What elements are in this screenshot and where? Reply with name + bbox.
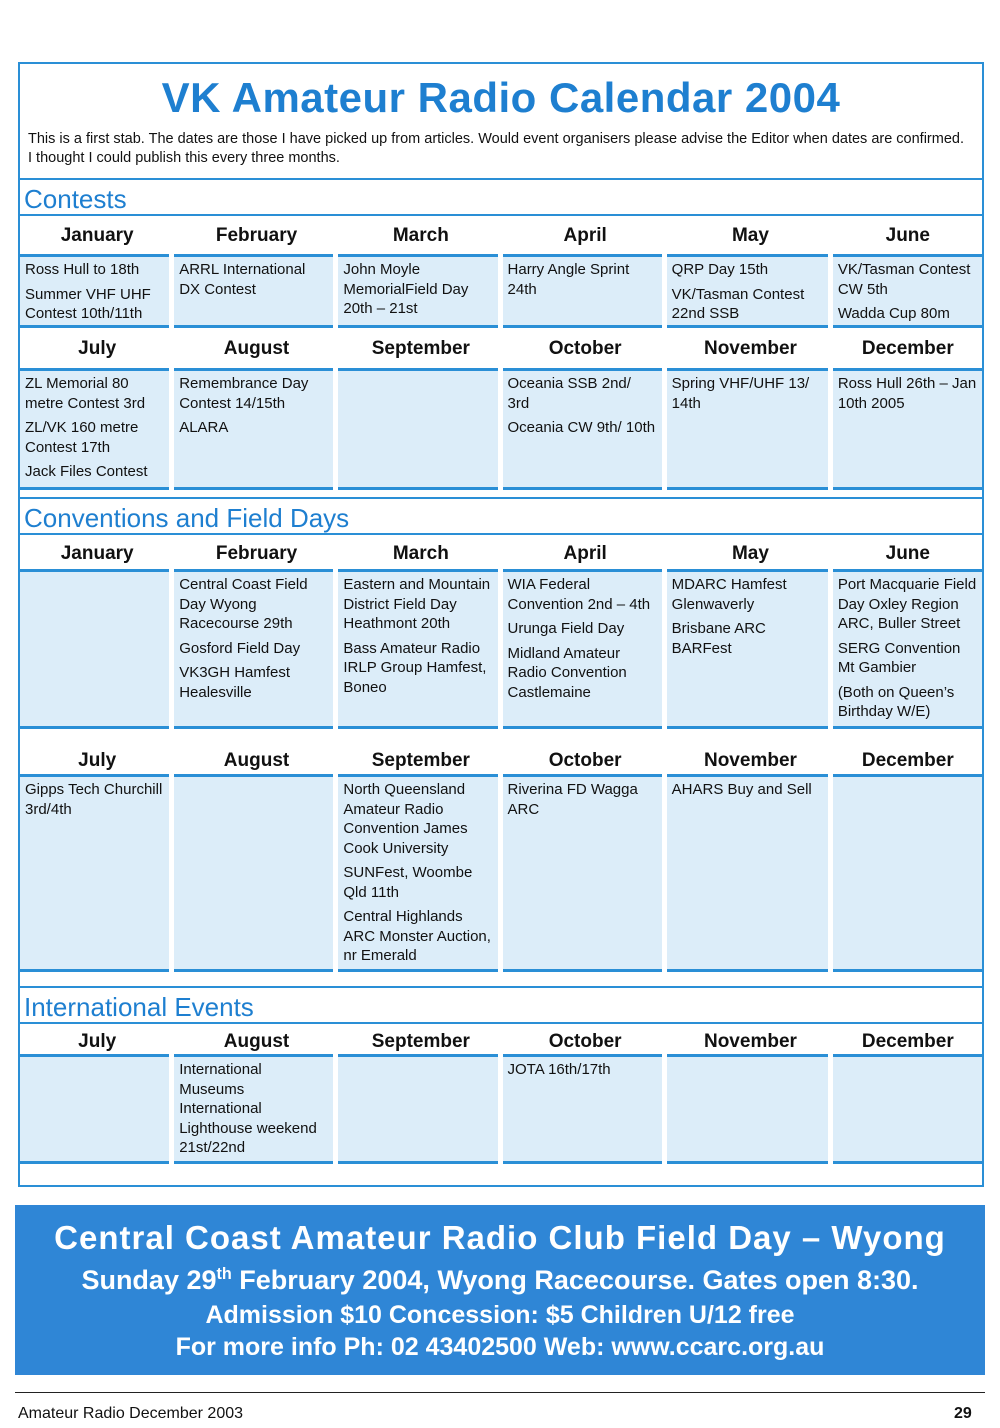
event-entry: (Both on Queen’s Birthday W/E): [837, 683, 955, 720]
contests-months-row1: [20, 218, 982, 256]
month-header: March: [339, 536, 503, 574]
calendar-cell: [833, 254, 982, 328]
event-entry: AHARS Buy and Sell: [671, 781, 812, 798]
event-entry: MDARC Hamfest Glenwaverly: [671, 576, 787, 613]
month-header: August: [174, 1024, 338, 1062]
calendar-cell: [667, 1054, 828, 1164]
event-entry: Port Macquarie Field Day Oxley Region ARC, Buller Street: [837, 576, 977, 632]
banner-line2-rest: February 2004, Wyong Racecourse. Gates open 8:30.: [231, 1265, 919, 1295]
event-entry: Gosford Field Day: [179, 639, 301, 657]
calendar-frame: [18, 62, 984, 1187]
month-header: October: [503, 743, 667, 781]
month-header: August: [174, 743, 338, 781]
event-entry: Oceania SSB 2nd/ 3rd: [507, 375, 631, 412]
contests-section-header: [20, 178, 982, 216]
calendar-cell: [833, 368, 982, 490]
event-entry: SUNFest, Woombe Qld 11th: [343, 864, 473, 901]
month-header: April: [503, 218, 667, 256]
event-entry: Central Coast Field Day Wyong Racecourse 29th: [179, 576, 308, 632]
month-header: May: [667, 218, 833, 256]
calendar-cell: [20, 368, 169, 490]
calendar-cell: [338, 569, 497, 729]
conventions-cells-row2: [20, 774, 982, 972]
calendar-cell: [174, 368, 333, 490]
calendar-cell: [174, 254, 333, 328]
month-header: December: [834, 331, 982, 369]
conventions-heading: Conventions and Field Days: [24, 503, 350, 533]
event-entry: Ross Hull to 18th: [25, 261, 140, 278]
month-header: June: [834, 218, 982, 256]
calendar-cell: [667, 774, 828, 972]
international-cells-row: [20, 1054, 982, 1164]
calendar-cell: [20, 1054, 169, 1164]
month-header: July: [20, 743, 174, 781]
contests-cells-row2: [20, 368, 982, 490]
event-entry: JOTA 16th/17th: [507, 1061, 611, 1078]
month-header: October: [503, 1024, 667, 1062]
event-entry: International Museums International Lighthouse weekend 21st/22nd: [179, 1061, 317, 1156]
month-header: July: [20, 331, 174, 369]
calendar-cell: [20, 254, 169, 328]
banner-line4: For more info Ph: 02 43402500 Web: www.ccarc.org.au: [175, 1333, 825, 1361]
event-entry: ALARA: [179, 419, 229, 436]
month-header: January: [20, 218, 174, 256]
event-entry: ARRL International DX Contest: [179, 261, 306, 298]
footer-rule: [15, 1392, 985, 1393]
calendar-cell: [833, 1054, 982, 1164]
event-entry: Brisbane ARC BARFest: [671, 620, 766, 657]
page-title: VK Amateur Radio Calendar 2004: [161, 74, 841, 121]
month-header: August: [174, 331, 338, 369]
calendar-cell: [503, 368, 662, 490]
international-section-header: [20, 986, 982, 1024]
calendar-cell: [174, 569, 333, 729]
event-entry: VK/Tasman Contest CW 5th: [837, 261, 971, 298]
calendar-cell: [174, 774, 333, 972]
month-header: November: [667, 743, 833, 781]
month-header: September: [339, 1024, 503, 1062]
month-header: May: [667, 536, 833, 574]
event-entry: WIA Federal Convention 2nd – 4th: [507, 576, 651, 613]
event-entry: Harry Angle Sprint 24th: [507, 261, 630, 298]
event-entry: Ross Hull 26th – Jan 10th 2005: [837, 375, 977, 412]
banner-line2-sup: th: [216, 1265, 232, 1283]
event-entry: VK/Tasman Contest 22nd SSB: [671, 285, 805, 322]
calendar-cell: [503, 774, 662, 972]
event-entry: Central Highlands ARC Monster Auction, nr Emerald: [343, 908, 491, 964]
month-header: December: [834, 1024, 982, 1062]
event-entry: Jack Files Contest: [25, 463, 148, 480]
event-entry: ZL/VK 160 metre Contest 17th: [25, 419, 139, 456]
calendar-cell: [667, 254, 828, 328]
calendar-cell: [338, 368, 497, 490]
calendar-cell: [20, 774, 169, 972]
event-entry: Urunga Field Day: [507, 620, 625, 637]
calendar-cell: [503, 569, 662, 729]
month-header: February: [174, 218, 338, 256]
month-header: February: [174, 536, 338, 574]
month-header: April: [503, 536, 667, 574]
event-entry: Eastern and Mountain District Field Day Heathmont 20th: [343, 576, 491, 632]
international-heading: International Events: [24, 992, 254, 1022]
banner-line2: [15, 1265, 985, 1296]
intro-text: This is a first stab. The dates are those I have picked up from articles. Would event organisers please advise the Editor when dates are confirmed. I thought I could publish this every three months.: [28, 131, 965, 166]
month-header: June: [834, 536, 982, 574]
calendar-cell: [338, 774, 497, 972]
calendar-cell: [20, 569, 169, 729]
month-header: September: [339, 331, 503, 369]
calendar-cell: [503, 1054, 662, 1164]
contests-cells-row1: [20, 254, 982, 328]
month-header: January: [20, 536, 174, 574]
calendar-cell: [503, 254, 662, 328]
event-entry: ZL Memorial 80 metre Contest 3rd: [25, 375, 146, 412]
conventions-cells-row1: [20, 569, 982, 729]
event-entry: QRP Day 15th: [671, 261, 769, 278]
contests-months-row2: [20, 331, 982, 369]
event-entry: Gipps Tech Churchill 3rd/4th: [25, 781, 163, 818]
footer-page-number: 29: [954, 1405, 972, 1422]
month-header: December: [834, 743, 982, 781]
banner-line3: Admission $10 Concession: $5 Children U/12 free: [205, 1301, 795, 1329]
month-header: October: [503, 331, 667, 369]
event-entry: Oceania CW 9th/ 10th: [507, 419, 656, 436]
calendar-cell: [667, 569, 828, 729]
banner-line1: Central Coast Amateur Radio Club Field Day – Wyong: [54, 1219, 946, 1256]
calendar-cell: [833, 569, 982, 729]
banner-line2-date: Sunday 29: [81, 1265, 217, 1295]
event-entry: Spring VHF/UHF 13/ 14th: [671, 375, 810, 412]
month-header: July: [20, 1024, 174, 1062]
event-entry: Summer VHF UHF Contest 10th/11th: [25, 285, 151, 322]
month-header: November: [667, 1024, 833, 1062]
event-entry: Midland Amateur Radio Convention Castlemaine: [507, 644, 627, 701]
event-entry: VK3GH Hamfest Healesville: [179, 664, 291, 701]
footer-publication: Amateur Radio December 2003: [18, 1405, 244, 1422]
event-entry: North Queensland Amateur Radio Convention James Cook University: [343, 781, 468, 857]
event-entry: SERG Convention Mt Gambier: [837, 639, 961, 676]
calendar-cell: [338, 254, 497, 328]
contests-heading: Contests: [24, 184, 127, 214]
calendar-cell: [174, 1054, 333, 1164]
event-entry: Wadda Cup 80m: [837, 305, 950, 322]
calendar-cell: [667, 368, 828, 490]
conventions-section-header: [20, 497, 982, 535]
event-entry: Riverina FD Wagga ARC: [507, 781, 638, 818]
month-header: March: [339, 218, 503, 256]
event-entry: Remembrance Day Contest 14/15th: [179, 375, 309, 412]
calendar-cell: [833, 774, 982, 972]
month-header: November: [667, 331, 833, 369]
calendar-cell: [338, 1054, 497, 1164]
event-entry: Bass Amateur Radio IRLP Group Hamfest, Boneo: [343, 639, 487, 696]
field-day-banner: [15, 1205, 985, 1375]
month-header: September: [339, 743, 503, 781]
event-entry: John Moyle MemorialField Day 20th – 21st: [343, 261, 469, 317]
